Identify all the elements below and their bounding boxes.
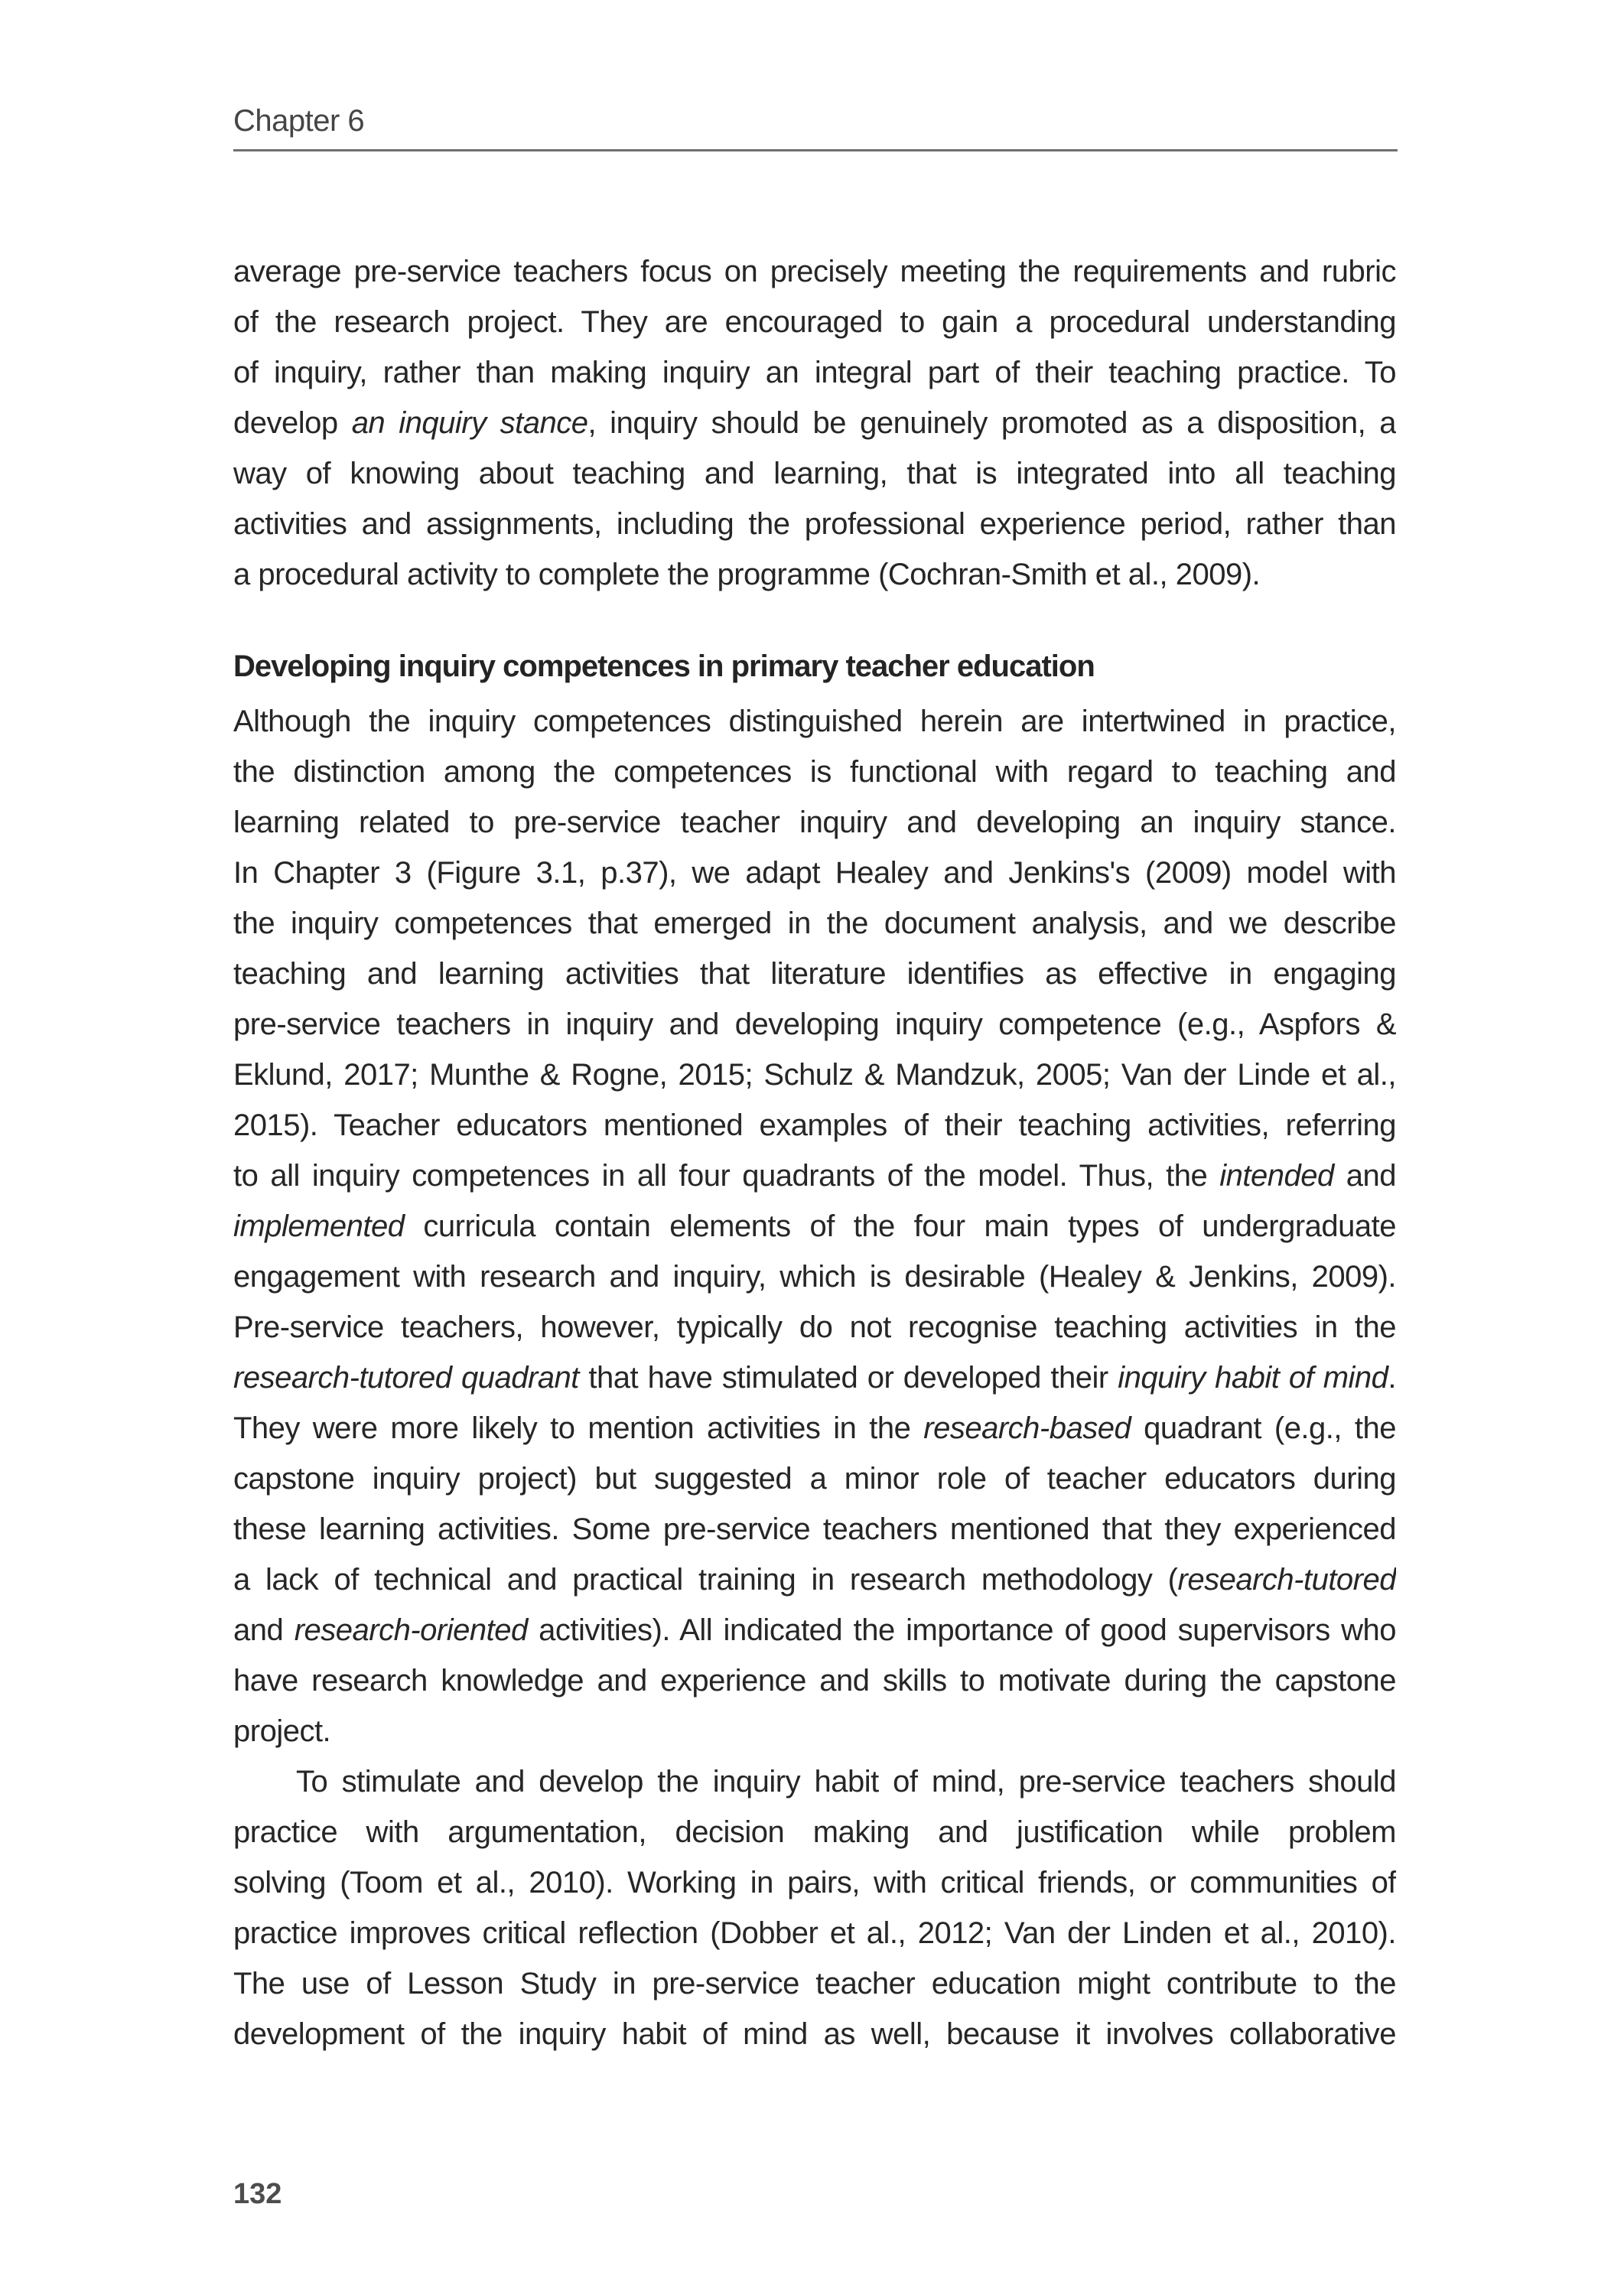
text-segment: In Chapter 3 (Figure 3.1, p.37), we adapt Healey and Jenkins's (2009) model with (233, 856, 1396, 890)
text-segment: , inquiry should be genuinely promoted as a disposition, a (587, 406, 1396, 440)
text-line (233, 549, 1396, 600)
text-segment: Although the inquiry competences distinguished herein are intertwined in practice, (233, 705, 1396, 738)
text-line (233, 747, 1396, 797)
text-segment: quadrant (e.g., the (1131, 1411, 1396, 1445)
italic-text-segment: intended (1219, 1159, 1334, 1193)
text-segment: and (1333, 1159, 1396, 1193)
text-segment: . (1388, 1361, 1396, 1395)
page-number: 132 (233, 2178, 282, 2210)
text-segment: development of the inquiry habit of mind as well, because it involves collaborative (233, 2017, 1396, 2051)
text-segment: learning related to pre-service teacher inquiry and developing an inquiry stance. (233, 806, 1396, 839)
text-segment: Pre-service teachers, however, typically do not recognise teaching activities in the (233, 1310, 1396, 1344)
text-line (233, 1151, 1396, 1201)
text-segment: average pre-service teachers focus on precisely meeting the requirements and rubric (233, 255, 1396, 288)
paragraph (233, 696, 1396, 1756)
italic-text-segment: research-based (923, 1411, 1131, 1445)
text-segment: and (233, 1613, 295, 1647)
text-line (233, 1605, 1396, 1655)
text-line (233, 297, 1396, 347)
text-segment: of the research project. They are encouraged to gain a procedural understanding (233, 305, 1396, 339)
text-line (233, 1454, 1396, 1504)
text-line (233, 2009, 1396, 2059)
text-segment: Eklund, 2017; Munthe & Rogne, 2015; Schulz & Mandzuk, 2005; Van der Linde et al., (233, 1058, 1396, 1092)
text-line (233, 1706, 1396, 1756)
text-segment: develop (233, 406, 352, 440)
text-segment: They were more likely to mention activities in the (233, 1411, 924, 1445)
text-segment: capstone inquiry project) but suggested a minor role of teacher educators during (233, 1462, 1396, 1496)
text-segment: these learning activities. Some pre-service teachers mentioned that they experienced (233, 1512, 1396, 1546)
text-segment: activities and assignments, including the professional experience period, rather than (233, 507, 1396, 541)
text-segment: the inquiry competences that emerged in the document analysis, and we describe (233, 907, 1396, 940)
text-line (233, 898, 1396, 949)
text-line (233, 797, 1396, 848)
text-line (233, 949, 1396, 999)
paragraph (233, 246, 1396, 600)
text-line (233, 848, 1396, 898)
text-line (233, 398, 1396, 448)
italic-text-segment: inquiry habit of mind (1118, 1361, 1388, 1395)
section-heading: Developing inquiry competences in primary teacher education (233, 649, 1095, 683)
text-segment: that have stimulated or developed their (578, 1361, 1118, 1395)
text-segment: a procedural activity to complete the programme (Cochran-Smith et al., 2009). (233, 558, 1261, 591)
italic-text-segment: research-tutored quadrant (233, 1361, 579, 1395)
text-line (233, 1655, 1396, 1706)
text-line (233, 499, 1396, 549)
text-line (233, 696, 1396, 747)
italic-text-segment: research-oriented (294, 1613, 528, 1647)
text-segment: to all inquiry competences in all four quadrants of the model. Thus, the (233, 1159, 1220, 1193)
text-segment: have research knowledge and experience and skills to motivate during the capstone (233, 1664, 1396, 1698)
text-line (233, 1100, 1396, 1151)
text-segment: curricula contain elements of the four main types of undergraduate (404, 1209, 1396, 1243)
italic-text-segment: research-tutored (1177, 1563, 1396, 1597)
text-segment: teaching and learning activities that literature identifies as effective in engaging (233, 957, 1396, 991)
text-line (233, 347, 1396, 398)
chapter-header-label: Chapter 6 (233, 104, 365, 138)
text-segment: pre-service teachers in inquiry and developing inquiry competence (e.g., Aspfors & (233, 1008, 1396, 1041)
text-segment: the distinction among the competences is functional with regard to teaching and (233, 755, 1396, 789)
text-line (233, 1302, 1396, 1353)
text-line (233, 1504, 1396, 1554)
text-line (233, 1857, 1396, 1908)
text-line (233, 1554, 1396, 1605)
italic-text-segment: an inquiry stance (351, 406, 588, 440)
header-rule (233, 149, 1398, 151)
text-segment: of inquiry, rather than making inquiry an integral part of their teaching practice. To (233, 356, 1396, 389)
text-line (233, 1958, 1396, 2009)
text-line (233, 999, 1396, 1050)
text-line (233, 1908, 1396, 1958)
text-segment: way of knowing about teaching and learning, that is integrated into all teaching (233, 457, 1396, 490)
text-segment: practice with argumentation, decision making and justification while problem (233, 1815, 1396, 1849)
text-line (233, 246, 1396, 297)
text-line (233, 448, 1396, 499)
text-line (233, 1756, 1396, 1807)
text-segment: To stimulate and develop the inquiry habit of mind, pre-service teachers should (296, 1765, 1396, 1799)
text-segment: a lack of technical and practical training in research methodology ( (233, 1563, 1178, 1597)
text-segment: solving (Toom et al., 2010). Working in pairs, with critical friends, or communities of (233, 1866, 1396, 1899)
text-line (233, 1353, 1396, 1403)
text-segment: engagement with research and inquiry, which is desirable (Healey & Jenkins, 2009). (233, 1260, 1396, 1294)
text-segment: practice improves critical reflection (Dobber et al., 2012; Van der Linden et al., 2010). (233, 1916, 1396, 1950)
text-line (233, 1252, 1396, 1302)
text-line (233, 1201, 1396, 1252)
text-segment: The use of Lesson Study in pre-service teacher education might contribute to the (233, 1967, 1396, 2000)
text-segment: activities). All indicated the importance of good supervisors who (527, 1613, 1396, 1647)
text-segment: project. (233, 1714, 331, 1748)
text-line (233, 1807, 1396, 1857)
italic-text-segment: implemented (233, 1209, 405, 1243)
text-line (233, 1403, 1396, 1454)
paragraph (233, 1756, 1396, 2059)
text-segment: 2015). Teacher educators mentioned examples of their teaching activities, referring (233, 1108, 1396, 1142)
text-line (233, 1050, 1396, 1100)
